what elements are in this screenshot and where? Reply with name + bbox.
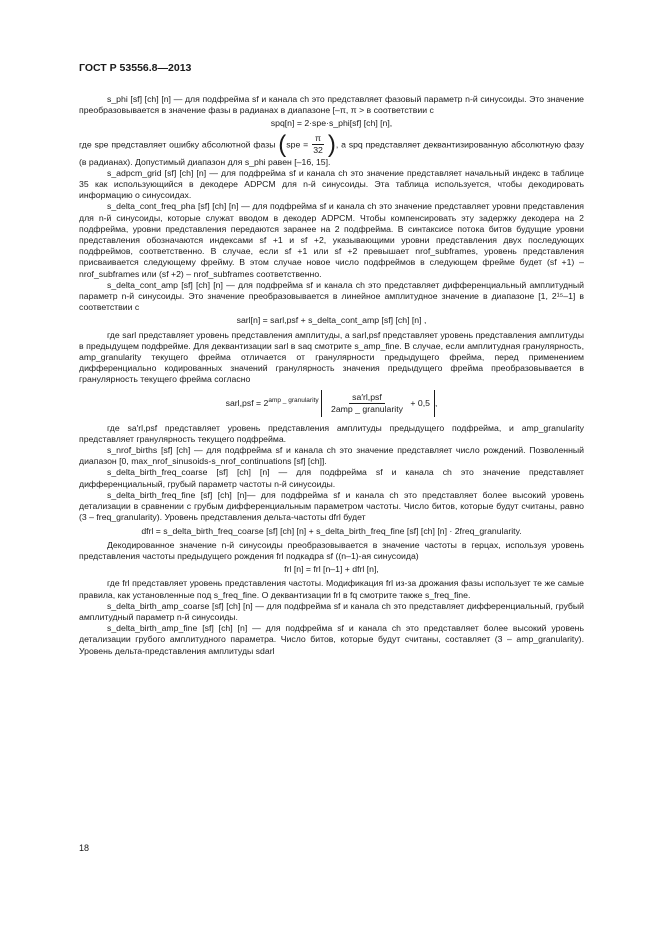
eq3-numerator: sa′rl,psf <box>349 392 385 404</box>
equation-frl: frl [n] = frl [n–1] + dfrl [n], <box>284 564 379 575</box>
paragraph-s-delta-birth-amp-coarse: s_delta_birth_amp_coarse [sf] [ch] [n] — для подфрейма sf и канала ch это представляет дифференциальный, грубый амплитудный параметр n-й синусоиды. <box>79 600 584 622</box>
paragraph-decoded-value: Декодированное значение n-й синусоиды преобразовывается в значение частоты в герцах, используя уровень представления частоты предыдущего рождения frl подкадра sf ((n–1)-ая синусоида) <box>79 539 584 561</box>
paragraph-spe: где spe представляет ошибку абсолютной фазы (spe = $\frac{\pi}{32}$ ), а spq представляет деквантизированную абсолютную фазу (в радианах). Допустимый диапазон для s_phi равен [–16, 15]. <box>79 130 584 167</box>
spe-formula-lhs: spe = <box>286 138 309 149</box>
eq3-end: , <box>434 397 438 408</box>
paragraph-s-delta-cont-freq-pha: s_delta_cont_freq_pha [sf] [ch] [n] — для подфрейма sf и канала ch это значение представляет уровни представления для n-й синусоиды, которые служат вводом в декодер ADPCM. Чтобы компенсировать эту задержку декодера на 2 подфрейма, уровни представления передаются заранее на 2 подфрейма. В синтаксисе потока битов будущие уровни представления обозначаются индексами sf +1 и sf +2, указывающими уровни представления двух последующих подфреймов, соответственно. В случае, если sf +1 или sf +2 превышает nrof_subframes, уровень представления присваивается следующему фрейму. В этом случае новое число подфреймов в следующем фрейме будет (sf +1) – nrof_subframes или (sf +2) – nrof_subframes соответственно. <box>79 201 584 279</box>
paragraph-frl-desc: где frl представляет уровень представления частоты. Модификация frl из-за дрожания фазы использует те же самые правила, как установленные под s_freq_fine. О деквантизации frl в fq смотрите также s_freq_fine. <box>79 578 584 600</box>
spe-fraction-num: π <box>312 133 324 145</box>
spe-text-pre: где spe представляет ошибку абсолютной фазы <box>79 138 276 149</box>
eq3-exponent: amp _ granularity <box>268 396 319 404</box>
equation-granularity <box>79 390 584 417</box>
paragraph-sa-prev: где sa′rl,psf представляет уровень представления амплитуды предыдущего подфрейма, и amp_granularity представляет гранулярность текущего подфрейма. <box>79 422 584 444</box>
paragraph-sarl-desc: где sarl представляет уровень представления амплитуды, а sarl,psf представляет уровень представления амплитуды в предыдущем подфрейме. Для деквантизации sarl в saq смотрите s_amp_fine. В случае, если амплитудная гранулярность, amp_granularity текущего фрейма отличается от гранулярности предыдущего фрейма, перед применением дифференциально кодированных значений гранулярность значения предыдущего фрейма преобразовывается в гранулярность текущего фрейма согласно <box>79 329 584 385</box>
paragraph-s-delta-birth-freq-fine: s_delta_birth_freq_fine [sf] [ch] [n]— для подфрейма sf и канала ch это представляет более высокий уровень детализации в сравнении с грубым дифференциальным параметром частоты. Число битов, которые будут считаны, равно (3 – freq_granularity). Уровень представления дельта-частоты dfrl будет <box>79 489 584 523</box>
document-header: ГОСТ Р 53556.8—2013 <box>79 62 192 74</box>
paragraph-s-delta-birth-freq-coarse: s_delta_birth_freq_coarse [sf] [ch] [n] — для подфрейма sf и канала ch это значение представляет дифференциальный, грубый параметр частоты n-й синусоиды. <box>79 467 584 489</box>
paragraph-s-adpcm-grid: s_adpcm_grid [sf] [ch] [n] — для подфрейма sf и канала ch это значение представляет начальный индекс в таблице 35 как использующийся в декодере ADPCM для n-й синусоиды. Эта таблица используется, чтобы декодировать информацию о синусоидах. <box>79 167 584 201</box>
paragraph-s-delta-birth-amp-fine: s_delta_birth_amp_fine [sf] [ch] [n] — для подфрейма sf и канала ch это представляет более высокий уровень детализации грубого амплитудного параметра. Число битов, которые будут считаны, составляет (3 – amp_granularity). Уровень дельта-представления амплитуды sdarl <box>79 623 584 656</box>
document-body <box>79 94 584 657</box>
eq3-tail: + 0,5 <box>410 397 430 408</box>
paragraph-s-nrof-births: s_nrof_births [sf] [ch] — для подфрейма sf и канала ch это значение представляет число рождений. Позволенный диапазон [0, max_nrof_sinusoids-s_nrof_continuations [sf] [ch]]. <box>79 445 584 467</box>
spe-text-post: , а spq представляет деквантизированную абсолютную фазу (в радианах). Допустимый диапазон для s_phi равен [–16, 15]. <box>79 138 584 167</box>
equation-spq: spq[n] = 2·spe·s_phi[sf] [ch] [n], <box>270 118 393 129</box>
paragraph-s-delta-cont-amp: s_delta_cont_amp [sf] [ch] [n] — для подфрейма sf и канала ch это представляет дифференциальный амплитудный параметр n-й синусоиды. Это значение преобразовывается в линейное амплитудное значение в диапазоне [1, 2¹⁵–1] в соответствии с <box>79 279 584 313</box>
eq3-denominator: 2amp _ granularity <box>331 403 403 414</box>
eq3-fraction <box>328 392 406 415</box>
equation-dfrl: dfrl = s_delta_birth_freq_coarse [sf] [ch] [n] + s_delta_birth_freq_fine [sf] [ch] [n] · 2freq_granularity. <box>141 525 522 536</box>
equation-sarl: sarl[n] = sarl,psf + s_delta_cont_amp [sf] [ch] [n] , <box>236 315 427 326</box>
eq3-lhs: sarl,psf = 2 <box>225 397 269 408</box>
paragraph-s-phi: s_phi [sf] [ch] [n] — для подфрейма sf и канала ch это представляет фазовый параметр n-й синусоиды. Это значение преобразовывается в значение фазы в радианах в диапазоне [–π, π > в соответствии с <box>79 94 584 116</box>
eq3-bracket <box>321 390 438 417</box>
spe-fraction <box>310 133 326 156</box>
page-number: 18 <box>79 843 90 853</box>
spe-fraction-den: 32 <box>313 145 323 156</box>
